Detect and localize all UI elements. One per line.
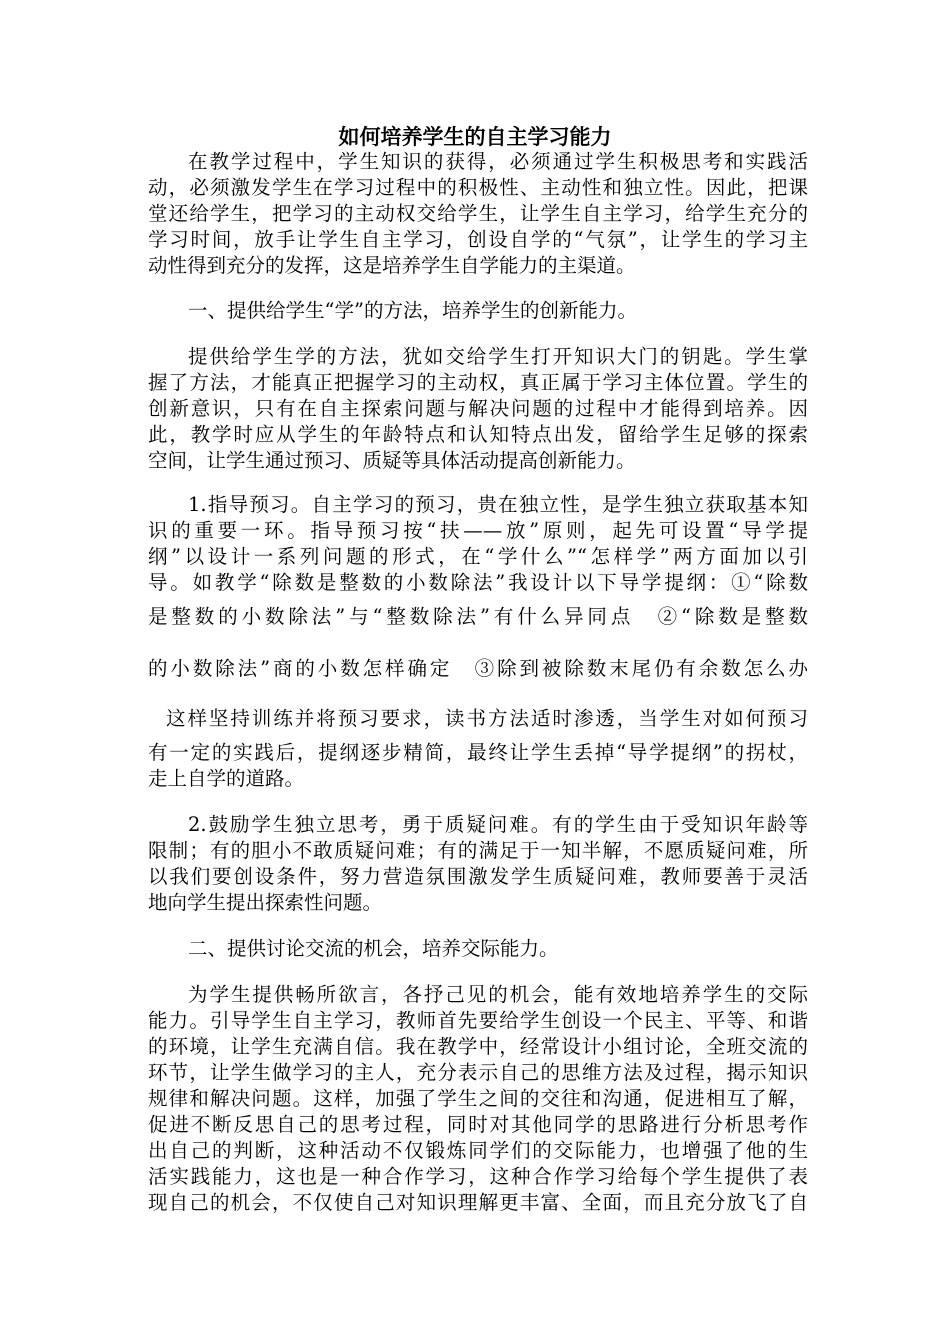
text-line: 活实践能力，这也是一种合作学习，这种合作学习给每个学生提供了表 xyxy=(148,1165,808,1188)
text-line: 提供给学生学的方法，犹如交给学生打开知识大门的钥匙。学生掌 xyxy=(188,345,808,368)
text-line: 学习时间，放手让学生自主学习，创设自学的“气氛”，让学生的学习主 xyxy=(148,228,808,251)
text-line: 环节，让学生做学习的主人，充分表示自己的思维方法及过程，揭示知识 xyxy=(148,1061,808,1084)
text-line: 现自己的机会，不仅使自己对知识理解更丰富、全面，而且充分放飞了自 xyxy=(148,1191,808,1214)
text-line: 促进不断反思自己的思考过程，同时对其他同学的思路进行分析思考作 xyxy=(148,1113,808,1136)
text-line: 此，教学时应从学生的年龄特点和认知特点出发，留给学生足够的探索 xyxy=(148,423,808,446)
section-heading-2: 二、提供讨论交流的机会，培养交际能力。 xyxy=(188,937,559,960)
text-line: 纲”以设计一系列问题的形式，在“学什么”“怎样学”两方面加以引 xyxy=(148,545,808,568)
text-line: 握了方法，才能真正把握学习的主动权，真正属于学习主体位置。学生的 xyxy=(148,371,808,394)
text-line: 以我们要创设条件，努力营造氛围激发学生质疑问难，教师要善于灵活 xyxy=(148,865,808,888)
text-line: 有一定的实践后，提纲逐步精简，最终让学生丢掉“导学提纲”的拐杖， xyxy=(148,741,808,764)
text-line: 堂还给学生，把学习的主动权交给学生，让学生自主学习，给学生充分的 xyxy=(148,202,808,225)
text-line: 识的重要一环。指导预习按“扶——放”原则，起先可设置“导学提 xyxy=(148,519,808,542)
text-line: 在教学过程中，学生知识的获得，必须通过学生积极思考和实践活 xyxy=(188,150,808,173)
text-line: 导。如教学“除数是整数的小数除法”我设计以下导学提纲：①“除数 xyxy=(148,571,808,594)
text-line: 出自己的判断，这种活动不仅锻炼同学们的交际能力，也增强了他的生 xyxy=(148,1139,808,1162)
text-line: 动性得到充分的发挥，这是培养学生自学能力的主渠道。 xyxy=(148,254,636,277)
text-line: 的环境，让学生充满自信。我在教学中，经常设计小组讨论，全班交流的 xyxy=(148,1035,808,1058)
text-line: 的小数除法”商的小数怎样确定 ③除到被除数末尾仍有余数怎么办 xyxy=(148,657,808,680)
text-line: 是整数的小数除法”与“整数除法”有什么异同点 ②“除数是整数 xyxy=(148,605,808,628)
text-line: 创新意识，只有在自主探索问题与解决问题的过程中才能得到培养。因 xyxy=(148,397,808,420)
text-line: 地向学生提出探索性问题。 xyxy=(148,891,383,914)
text-line: 1.指导预习。自主学习的预习，贵在独立性，是学生独立获取基本知 xyxy=(188,493,808,516)
text-line: 2.鼓励学生独立思考，勇于质疑问难。有的学生由于受知识年龄等 xyxy=(188,813,808,836)
text-line: 这样坚持训练并将预习要求，读书方法适时渗透，当学生对如何预习 xyxy=(166,707,808,730)
text-line: 动，必须激发学生在学习过程中的积极性、主动性和独立性。因此，把课 xyxy=(148,176,808,199)
section-heading-1: 一、提供给学生“学”的方法，培养学生的创新能力。 xyxy=(188,299,637,322)
text-line: 空间，让学生通过预习、质疑等具体活动提高创新能力。 xyxy=(148,449,636,472)
text-line: 规律和解决问题。这样，加强了学生之间的交往和沟通，促进相互了解， xyxy=(148,1087,808,1110)
text-line: 能力。引导学生自主学习，教师首先要给学生创设一个民主、平等、和谐 xyxy=(148,1009,808,1032)
text-line: 限制；有的胆小不敢质疑问难；有的满足于一知半解，不愿质疑问难，所 xyxy=(148,839,808,862)
text-line: 为学生提供畅所欲言，各抒己见的机会，能有效地培养学生的交际 xyxy=(188,983,808,1006)
text-line: 走上自学的道路。 xyxy=(148,767,305,790)
document-title: 如何培养学生的自主学习能力 xyxy=(338,125,612,149)
